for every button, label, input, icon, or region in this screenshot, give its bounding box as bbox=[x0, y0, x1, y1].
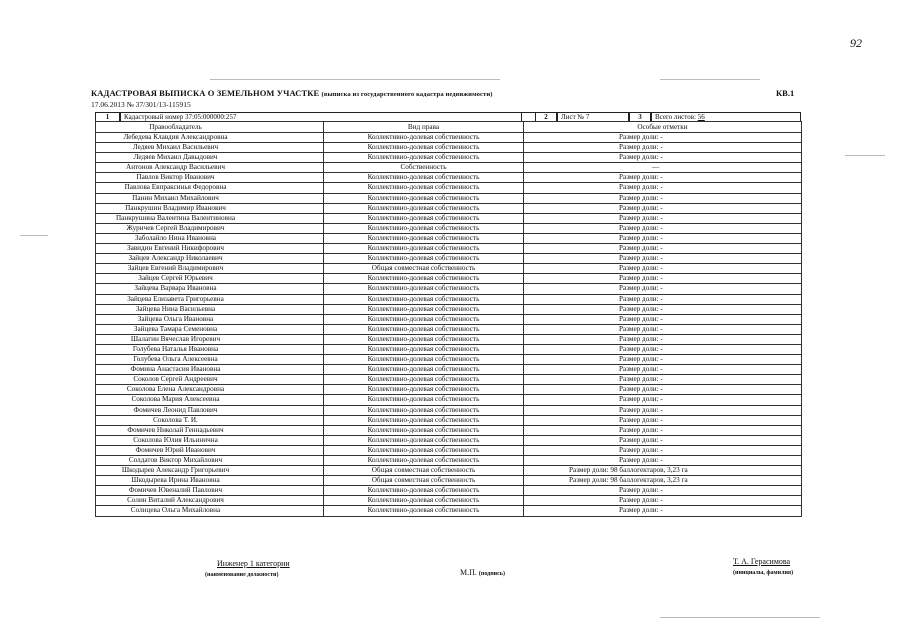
notes-cell: Размер доли: - bbox=[524, 395, 802, 405]
right-type-cell: Коллективно-долевая собственность bbox=[324, 435, 524, 445]
owner-cell: Павлова Евпраксинья Федоровна bbox=[96, 183, 324, 193]
right-type-cell: Коллективно-долевая собственность bbox=[324, 486, 524, 496]
notes-cell: Размер доли: - bbox=[524, 284, 802, 294]
owner-cell: Зайцева Варвара Ивановна bbox=[96, 284, 324, 294]
owner-cell: Соколов Сергей Андреевич bbox=[96, 375, 324, 385]
notes-cell: Размер доли: - bbox=[524, 153, 802, 163]
sheet-label: Лист № bbox=[561, 113, 585, 121]
notes-cell: Размер доли: - bbox=[524, 304, 802, 314]
table-row bbox=[96, 456, 802, 466]
column-header-owner: Правообладатель bbox=[96, 122, 324, 133]
right-type-cell: Коллективно-долевая собственность bbox=[324, 133, 524, 143]
table-row bbox=[96, 193, 802, 203]
right-type-cell: Коллективно-долевая собственность bbox=[324, 153, 524, 163]
notes-cell: Размер доли: - bbox=[524, 334, 802, 344]
signer-position: Инженер 1 категории bbox=[217, 559, 290, 568]
owner-cell: Ледяев Михаил Васильевич bbox=[96, 143, 324, 153]
section-number-2: 2 bbox=[535, 112, 557, 121]
scan-artifact-line bbox=[210, 79, 500, 80]
table-row bbox=[96, 213, 802, 223]
owner-cell: Журичев Сергей Владимирович bbox=[96, 223, 324, 233]
notes-cell: Размер доли: - bbox=[524, 143, 802, 153]
table-row bbox=[96, 304, 802, 314]
table-row bbox=[96, 496, 802, 506]
column-header-notes: Особые отметки bbox=[524, 122, 802, 133]
right-type-cell: Коллективно-долевая собственность bbox=[324, 203, 524, 213]
owner-cell: Зайцева Ольга Ивановна bbox=[96, 314, 324, 324]
owner-cell: Ледяев Михаил Давыдович bbox=[96, 153, 324, 163]
owner-cell: Павлов Виктор Иванович bbox=[96, 173, 324, 183]
right-type-cell: Собственность bbox=[324, 163, 524, 173]
owner-cell: Завидин Евгений Никифорович bbox=[96, 244, 324, 254]
owner-cell: Шкодырев Александр Григорьевич bbox=[96, 466, 324, 476]
notes-cell: Размер доли: - bbox=[524, 274, 802, 284]
stamp-place bbox=[460, 568, 505, 577]
table-row bbox=[96, 466, 802, 476]
notes-cell: Размер доли: - bbox=[524, 264, 802, 274]
form-code: КВ.1 bbox=[776, 88, 795, 98]
table-row bbox=[96, 203, 802, 213]
owner-cell: Шалагин Вячеслав Игоревич bbox=[96, 334, 324, 344]
notes-cell: Размер доли: - bbox=[524, 456, 802, 466]
table-row bbox=[96, 365, 802, 375]
owner-cell: Соколова Елена Александровна bbox=[96, 385, 324, 395]
owner-cell: Соколова Мария Алексеевна bbox=[96, 395, 324, 405]
scan-artifact-line bbox=[660, 79, 760, 80]
right-type-cell: Коллективно-долевая собственность bbox=[324, 233, 524, 243]
notes-cell: Размер доли: - bbox=[524, 405, 802, 415]
notes-cell: Размер доли: - bbox=[524, 506, 802, 516]
owner-cell: Соколова Юлия Ильинична bbox=[96, 435, 324, 445]
owner-cell: Заболайло Нина Ивановна bbox=[96, 233, 324, 243]
right-type-cell: Коллективно-долевая собственность bbox=[324, 385, 524, 395]
table-row bbox=[96, 445, 802, 455]
right-type-cell: Коллективно-долевая собственность bbox=[324, 244, 524, 254]
notes-cell: Размер доли: - bbox=[524, 244, 802, 254]
table-row bbox=[96, 355, 802, 365]
owner-cell: Шкодырева Ирина Ивановна bbox=[96, 476, 324, 486]
right-type-cell: Коллективно-долевая собственность bbox=[324, 506, 524, 516]
right-type-cell: Коллективно-долевая собственность bbox=[324, 355, 524, 365]
owner-cell: Панкрушина Валентина Валентиновна bbox=[96, 213, 324, 223]
notes-cell: Размер доли: - bbox=[524, 173, 802, 183]
document-date-number: 17.06.2013 № 37/301/13-115915 bbox=[91, 100, 191, 109]
right-type-cell: Коллективно-долевая собственность bbox=[324, 294, 524, 304]
notes-cell: Размер доли: - bbox=[524, 314, 802, 324]
table-row bbox=[96, 405, 802, 415]
right-type-cell: Коллективно-долевая собственность bbox=[324, 314, 524, 324]
notes-cell: Размер доли: - bbox=[524, 324, 802, 334]
right-type-cell: Общая совместная собственность bbox=[324, 476, 524, 486]
right-type-cell: Коллективно-долевая собственность bbox=[324, 395, 524, 405]
right-type-cell: Коллективно-долевая собственность bbox=[324, 304, 524, 314]
notes-cell: Размер доли: - bbox=[524, 425, 802, 435]
owner-cell: Фомичев Ювеналий Павлович bbox=[96, 486, 324, 496]
notes-cell: Размер доли: - bbox=[524, 415, 802, 425]
table-row bbox=[96, 133, 802, 143]
notes-cell: Размер доли: - bbox=[524, 435, 802, 445]
cadastral-number-value: 37:05:000000:257 bbox=[185, 113, 237, 121]
right-type-cell: Коллективно-долевая собственность bbox=[324, 405, 524, 415]
signer-name: Т. А. Герасимова bbox=[733, 557, 791, 566]
right-type-cell: Коллективно-долевая собственность bbox=[324, 334, 524, 344]
scan-artifact-line bbox=[845, 155, 885, 156]
notes-cell: — bbox=[524, 163, 802, 173]
notes-cell: Размер доли: - bbox=[524, 254, 802, 264]
table-row bbox=[96, 506, 802, 516]
cadastral-number-cell bbox=[120, 112, 522, 121]
right-type-cell: Коллективно-долевая собственность bbox=[324, 496, 524, 506]
notes-cell: Размер доли: - bbox=[524, 183, 802, 193]
table-row bbox=[96, 425, 802, 435]
right-type-cell: Коллективно-долевая собственность bbox=[324, 415, 524, 425]
document-title bbox=[91, 88, 493, 98]
notes-cell: Размер доли: - bbox=[524, 233, 802, 243]
notes-cell: Размер доли: - bbox=[524, 294, 802, 304]
table-header-row bbox=[96, 122, 802, 133]
notes-cell: Размер доли: - bbox=[524, 344, 802, 354]
right-type-cell: Общая совместная собственность bbox=[324, 466, 524, 476]
right-type-cell: Коллективно-долевая собственность bbox=[324, 274, 524, 284]
table-row bbox=[96, 385, 802, 395]
right-type-cell: Коллективно-долевая собственность bbox=[324, 425, 524, 435]
table-row bbox=[96, 274, 802, 284]
signer-name-caption: (инициалы, фамилия) bbox=[733, 570, 794, 576]
notes-cell: Размер доли: - bbox=[524, 213, 802, 223]
notes-cell: Размер доли: - bbox=[524, 496, 802, 506]
table-row bbox=[96, 435, 802, 445]
table-row bbox=[96, 334, 802, 344]
notes-cell: Размер доли: 98 баллогектаров, 3,23 га bbox=[524, 476, 802, 486]
owner-cell: Фомина Анастасия Ивановна bbox=[96, 365, 324, 375]
table-row bbox=[96, 324, 802, 334]
notes-cell: Размер доли: - bbox=[524, 385, 802, 395]
document-title-main: КАДАСТРОВАЯ ВЫПИСКА О ЗЕМЕЛЬНОМ УЧАСТКЕ bbox=[91, 88, 320, 98]
owner-cell: Зайцев Евгений Владимирович bbox=[96, 264, 324, 274]
right-type-cell: Коллективно-долевая собственность bbox=[324, 344, 524, 354]
right-type-cell: Коллективно-долевая собственность bbox=[324, 173, 524, 183]
table-row bbox=[96, 395, 802, 405]
owner-cell: Солнцева Ольга Михайловна bbox=[96, 506, 324, 516]
owner-cell: Панин Михаил Михайлович bbox=[96, 193, 324, 203]
owner-cell: Фомичев Юрий Иванович bbox=[96, 445, 324, 455]
owner-cell: Зайцева Тамара Семеновна bbox=[96, 324, 324, 334]
total-sheets-cell bbox=[651, 112, 801, 121]
table-row bbox=[96, 294, 802, 304]
owner-cell: Зайцева Елизавета Григорьевна bbox=[96, 294, 324, 304]
notes-cell: Размер доли: 98 баллогектаров, 3,23 га bbox=[524, 466, 802, 476]
section-number-1: 1 bbox=[95, 112, 120, 121]
sheet-number-cell bbox=[557, 112, 629, 121]
notes-cell: Размер доли: - bbox=[524, 365, 802, 375]
table-row bbox=[96, 233, 802, 243]
table-row bbox=[96, 143, 802, 153]
notes-cell: Размер доли: - bbox=[524, 193, 802, 203]
sheet-number: 7 bbox=[585, 113, 590, 121]
owner-cell: Солин Виталий Александрович bbox=[96, 496, 324, 506]
scan-artifact-line bbox=[660, 617, 820, 618]
page-number: 92 bbox=[850, 36, 862, 50]
right-type-cell: Общая совместная собственность bbox=[324, 264, 524, 274]
table-row bbox=[96, 183, 802, 193]
notes-cell: Размер доли: - bbox=[524, 133, 802, 143]
right-type-cell: Коллективно-долевая собственность bbox=[324, 143, 524, 153]
owner-cell: Фомичев Леонид Павлович bbox=[96, 405, 324, 415]
owner-cell: Зайцев Александр Николаевич bbox=[96, 254, 324, 264]
table-row bbox=[96, 173, 802, 183]
notes-cell: Размер доли: - bbox=[524, 445, 802, 455]
table-row bbox=[96, 264, 802, 274]
right-type-cell: Коллективно-долевая собственность bbox=[324, 284, 524, 294]
right-type-cell: Коллективно-долевая собственность bbox=[324, 324, 524, 334]
table-row bbox=[96, 476, 802, 486]
notes-cell: Размер доли: - bbox=[524, 223, 802, 233]
cadastral-number-label: Кадастровый номер bbox=[124, 113, 184, 121]
owner-cell: Фомичев Николай Геннадьевич bbox=[96, 425, 324, 435]
table-row bbox=[96, 344, 802, 354]
document-subtitle: (выписка из государственного кадастра недвижимости) bbox=[321, 91, 493, 98]
scan-artifact-line bbox=[20, 235, 48, 236]
right-type-cell: Коллективно-долевая собственность bbox=[324, 213, 524, 223]
table-row bbox=[96, 223, 802, 233]
notes-cell: Размер доли: - bbox=[524, 375, 802, 385]
owner-cell: Лебедева Клавдия Александровна bbox=[96, 133, 324, 143]
right-type-cell: Коллективно-долевая собственность bbox=[324, 223, 524, 233]
owner-cell: Антонов Александр Васильевич bbox=[96, 163, 324, 173]
table-row bbox=[96, 486, 802, 496]
column-header-right-type: Вид права bbox=[324, 122, 524, 133]
right-type-cell: Коллективно-долевая собственность bbox=[324, 445, 524, 455]
signer-position-caption: (наименование должности) bbox=[205, 572, 279, 578]
right-type-cell: Коллективно-долевая собственность bbox=[324, 365, 524, 375]
owner-cell: Зайцева Нина Васильевна bbox=[96, 304, 324, 314]
right-type-cell: Коллективно-долевая собственность bbox=[324, 254, 524, 264]
owner-cell: Голубева Наталья Ивановна bbox=[96, 344, 324, 354]
right-type-cell: Коллективно-долевая собственность bbox=[324, 183, 524, 193]
right-type-cell: Коллективно-долевая собственность bbox=[324, 456, 524, 466]
right-type-cell: Коллективно-долевая собственность bbox=[324, 375, 524, 385]
total-sheets-value: 56 bbox=[697, 113, 705, 121]
total-sheets-label: Всего листов: bbox=[655, 113, 696, 121]
table-row bbox=[96, 153, 802, 163]
table-row bbox=[96, 314, 802, 324]
notes-cell: Размер доли: - bbox=[524, 486, 802, 496]
stamp-caption: (подпись) bbox=[478, 571, 505, 577]
owner-cell: Панкрушин Владимир Иванович bbox=[96, 203, 324, 213]
table-row bbox=[96, 415, 802, 425]
table-row bbox=[96, 244, 802, 254]
table-row bbox=[96, 163, 802, 173]
right-type-cell: Коллективно-долевая собственность bbox=[324, 193, 524, 203]
owner-cell: Соколова Т. И. bbox=[96, 415, 324, 425]
owner-cell: Голубева Ольга Алексеевна bbox=[96, 355, 324, 365]
owner-cell: Зайцев Сергей Юрьевич bbox=[96, 274, 324, 284]
section-number-3: 3 bbox=[629, 112, 651, 121]
table-row bbox=[96, 284, 802, 294]
notes-cell: Размер доли: - bbox=[524, 355, 802, 365]
notes-cell: Размер доли: - bbox=[524, 203, 802, 213]
owners-table bbox=[95, 121, 802, 517]
table-row bbox=[96, 375, 802, 385]
stamp-label: М.П. bbox=[460, 568, 477, 577]
table-row bbox=[96, 254, 802, 264]
owner-cell: Солдатов Виктор Михайлович bbox=[96, 456, 324, 466]
